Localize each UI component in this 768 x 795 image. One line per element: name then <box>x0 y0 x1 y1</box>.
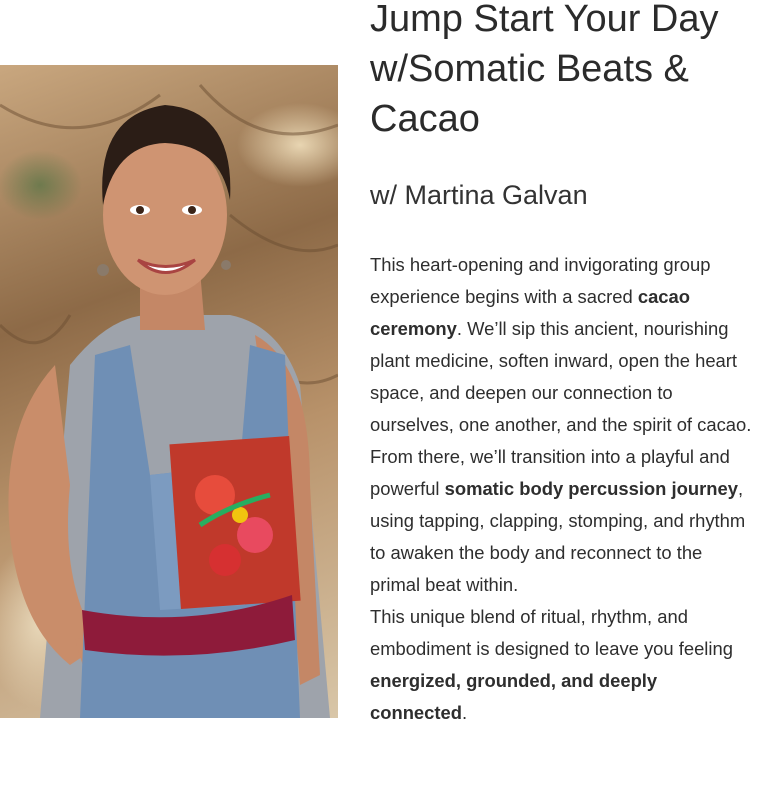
description-paragraph <box>370 249 755 441</box>
text-run: This unique blend of ritual, rhythm, and embodiment is designed to leave you feeling <box>370 606 733 659</box>
host-photo <box>0 65 338 718</box>
bold-run: energized, grounded, and deeply connected <box>370 670 658 723</box>
description-paragraph <box>370 601 755 729</box>
text-run: , using tapping, clapping, stomping, and rhythm to awaken the body and reconnect to the primal beat within. <box>370 478 746 595</box>
portrait-illustration <box>0 65 338 718</box>
bold-run: somatic body percussion journey <box>444 478 738 499</box>
text-run: . <box>461 702 468 723</box>
text-run: This heart-opening and invigorating group experience begins with a sacred <box>370 254 711 307</box>
description-paragraph <box>370 441 755 601</box>
event-description <box>370 249 755 729</box>
host-name: w/ Martina Galvan <box>370 180 588 210</box>
bold-run: cacao ceremony <box>370 286 690 339</box>
event-title: Jump Start Your Day w/Somatic Beats & Cacao <box>370 0 719 140</box>
text-run: . We’ll sip this ancient, nourishing plant medicine, soften inward, open the heart space, and deepen our connection to ourselves, one another, and the spirit of cacao. <box>370 318 752 435</box>
text-run: From there, we’ll transition into a playful and powerful <box>370 446 730 499</box>
